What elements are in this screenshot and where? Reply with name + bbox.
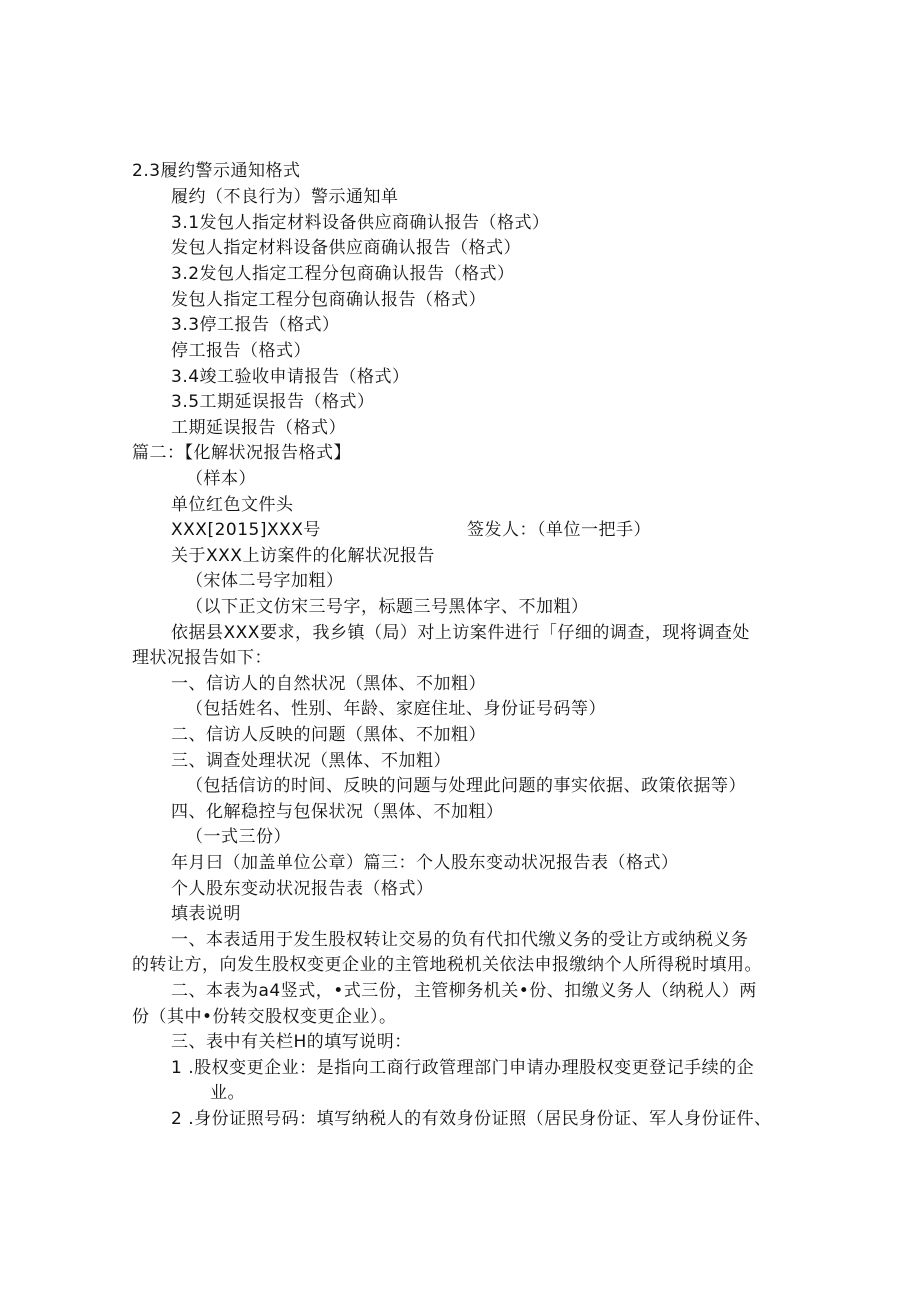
text-line: 履约（不良行为）警示通知单	[171, 187, 399, 207]
text-line: （以下正文仿宋三号字，标题三号黑体字、不加粗）	[186, 597, 589, 617]
text-line: （一式三份）	[186, 827, 291, 847]
list-item-2: 2 .身份证照号码：填写纳税人的有效身份证照（居民身份证、军人身份证件、	[171, 1109, 772, 1129]
report-title: 关于XXX上访案件的化解状况报告	[171, 546, 435, 566]
list-item-1-cont: 业。	[210, 1083, 245, 1103]
text-line: 工期延误报告（格式）	[171, 418, 346, 438]
heading-3-5: 3.5工期延误报告（格式）	[171, 392, 375, 412]
section-item-4: 四、化解稳控与包保状况（黑体、不加粗）	[171, 802, 504, 822]
doc-number: XXX[2015]XXX号	[171, 520, 321, 540]
list-item-1: 1 .股权变更企业：是指向工商行政管理部门申请办理股权变更登记手续的企	[171, 1058, 755, 1078]
text-line: （包括姓名、性别、年龄、家庭住址、身份证号码等）	[186, 699, 606, 719]
text-line: 发包人指定材料设备供应商确认报告（格式）	[171, 238, 521, 258]
text-line: （样本）	[186, 469, 256, 489]
heading-3-3: 3.3停工报告（格式）	[171, 315, 340, 335]
paragraph-line: 的转让方，向发生股权变更企业的主管地税机关依法申报缴纳个人所得税时填用。	[132, 955, 762, 975]
text-line: 个人股东变动状况报告表（格式）	[171, 879, 434, 899]
heading-3-4: 3.4竣工验收申请报告（格式）	[171, 367, 410, 387]
text-line: 填表说明	[171, 904, 241, 924]
section-item-3: 三、调查处理状况（黑体、不加粗）	[171, 751, 451, 771]
signer: 签发人：（单位一把手）	[467, 520, 651, 540]
text-line: 发包人指定工程分包商确认报告（格式）	[171, 290, 486, 310]
paragraph-line: 依据县XXX要求，我乡镇（局）对上访案件进行「仔细的调查，现将调查处	[171, 623, 750, 643]
text-line: 停工报告（格式）	[171, 341, 311, 361]
paragraph-line: 三、表中有关栏H的填写说明：	[171, 1032, 412, 1052]
text-line: 单位红色文件头	[171, 495, 294, 515]
paragraph-line: 份（其中•份转交股权变更企业）。	[132, 1007, 397, 1027]
paragraph-line: 二、本表为a4竖式，•式三份，主管柳务机关•份、扣缴义务人（纳税人）两	[171, 981, 757, 1001]
section-item-1: 一、信访人的自然状况（黑体、不加粗）	[171, 674, 486, 694]
text-line: （宋体二号字加粗）	[186, 571, 344, 591]
text-line: （包括信访的时间、反映的问题与处理此问题的事实依据、政策依据等）	[186, 776, 746, 796]
paragraph-line: 理状况报告如下：	[132, 648, 272, 668]
heading-3-1: 3.1发包人指定材料设备供应商确认报告（格式）	[171, 213, 550, 233]
paragraph-line: 一、本表适用于发生股权转让交易的负有代扣代缴义务的受让方或纳税义务	[171, 930, 749, 950]
section-item-2: 二、信访人反映的问题（黑体、不加粗）	[171, 725, 486, 745]
text-line: 年月曰（加盖单位公章）篇三：个人股东变动状况报告表（格式）	[171, 853, 679, 873]
heading-2-3: 2.3履约警示通知格式	[132, 161, 301, 181]
heading-3-2: 3.2发包人指定工程分包商确认报告（格式）	[171, 264, 515, 284]
section-heading-part2: 篇二：【化解状况报告格式】	[132, 443, 351, 463]
